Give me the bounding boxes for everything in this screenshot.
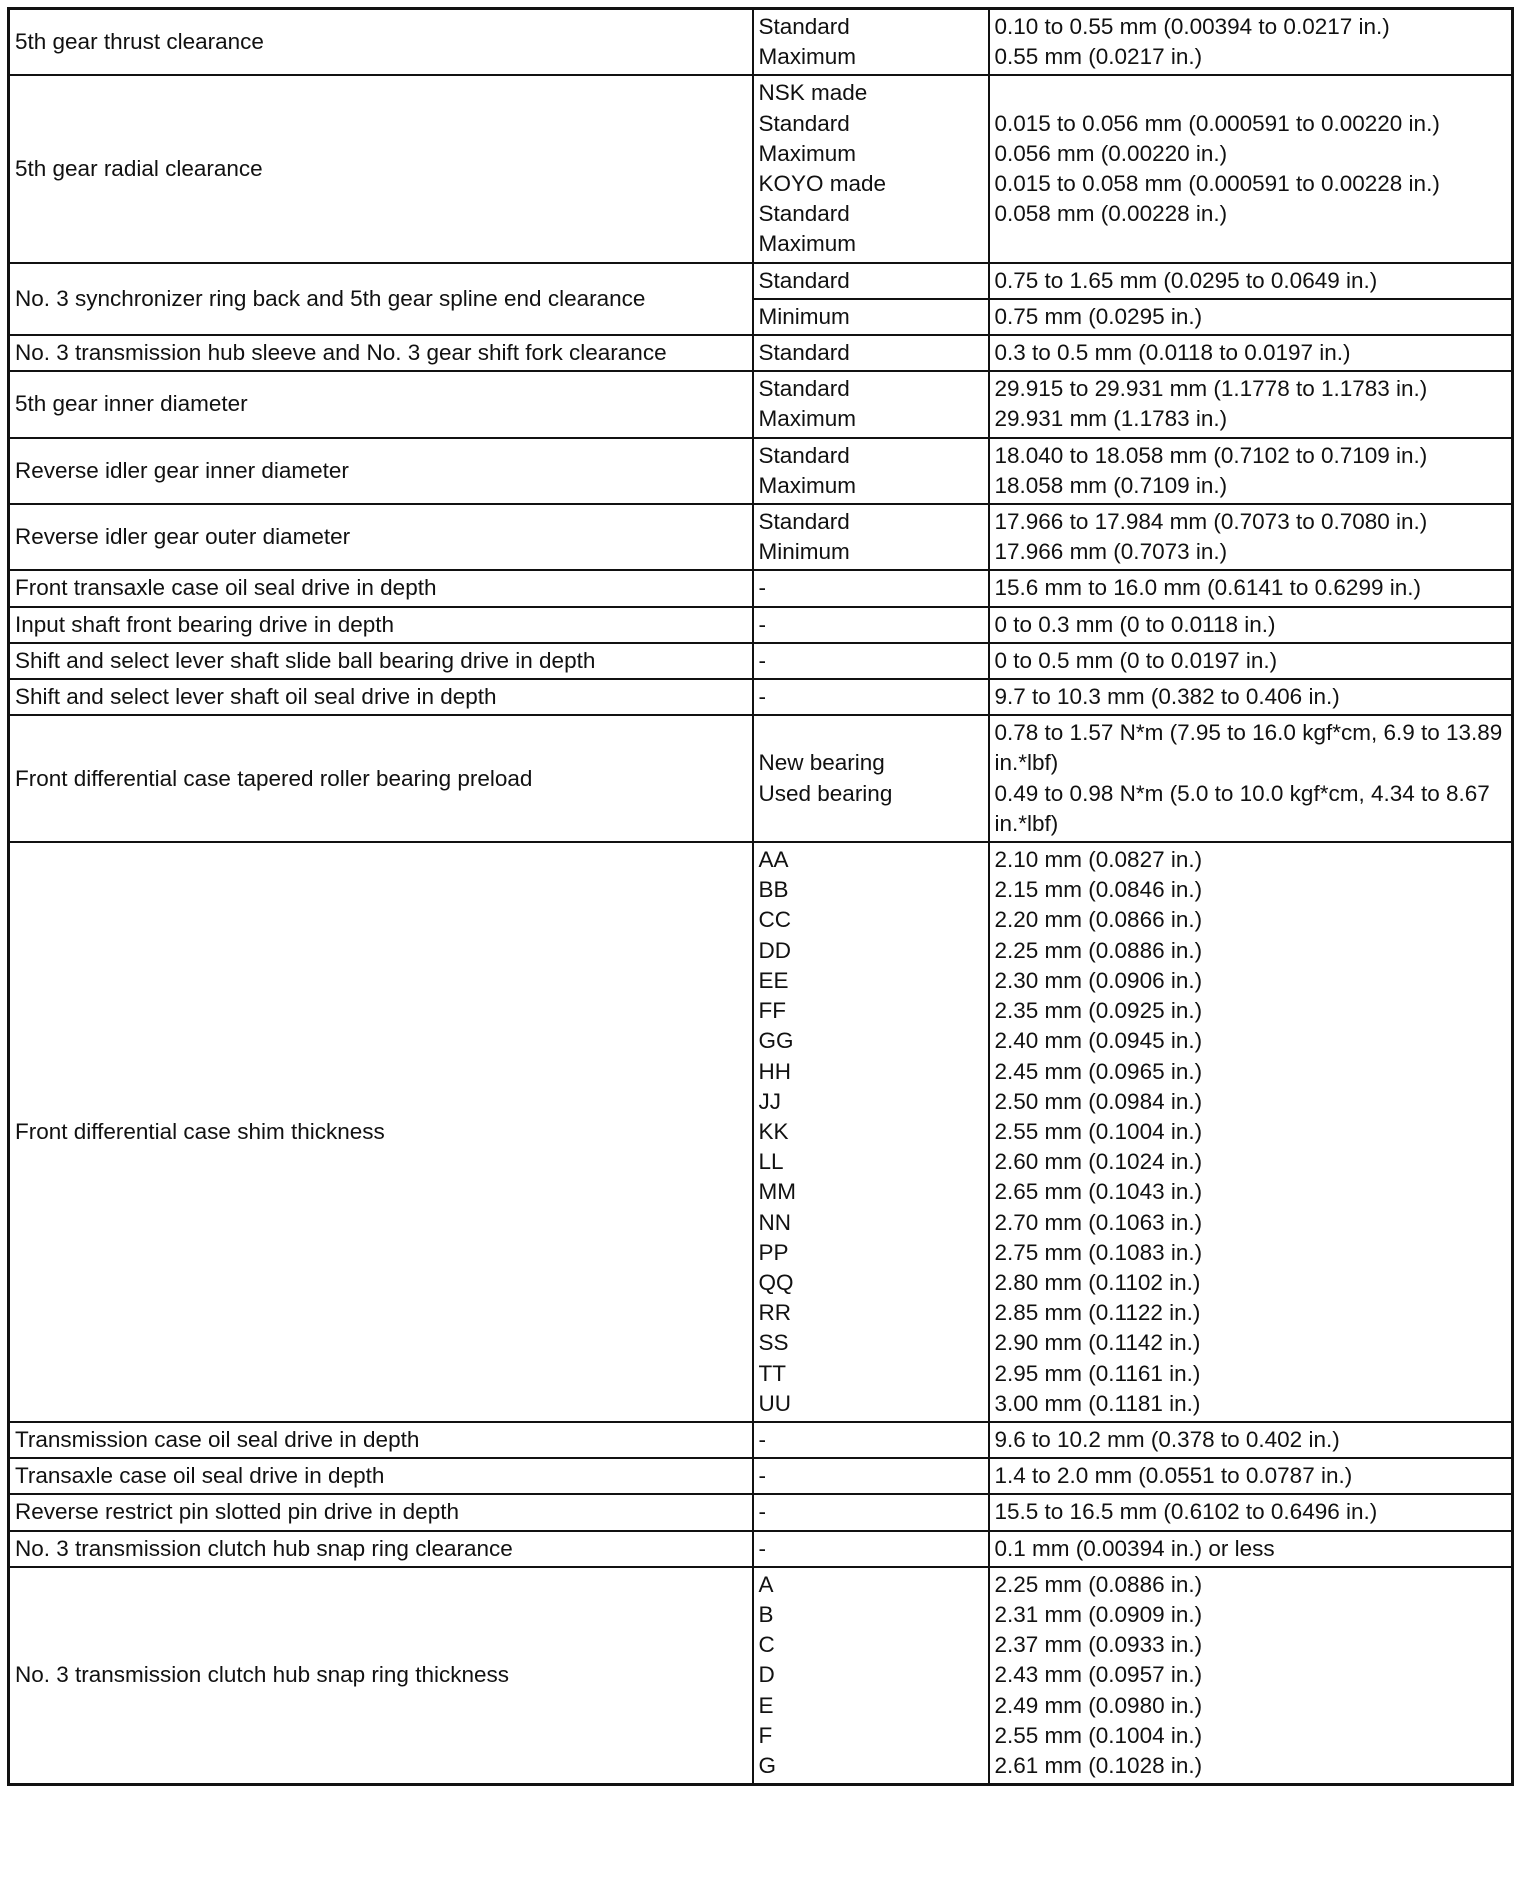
spec-line: 2.37 mm (0.0933 in.) bbox=[994, 1632, 1203, 1658]
table-row bbox=[9, 643, 1513, 679]
spec-line: 0.056 mm (0.00220 in.) bbox=[994, 140, 1228, 166]
table-row bbox=[9, 1531, 1513, 1567]
spec-line: 2.75 mm (0.1083 in.) bbox=[994, 1239, 1203, 1265]
item-cell: No. 3 transmission clutch hub snap ring thickness bbox=[9, 1567, 753, 1785]
spec-line: 0.78 to 1.57 N*m (7.95 to 16.0 kgf*cm, 6.9 to 13.89 in.*lbf) bbox=[994, 720, 1503, 776]
spec-line: 0.55 mm (0.0217 in.) bbox=[994, 44, 1203, 70]
spec-cell: 9.7 to 10.3 mm (0.382 to 0.406 in.) bbox=[989, 679, 1513, 715]
condition-cell bbox=[753, 371, 989, 437]
spec-line: 2.50 mm (0.0984 in.) bbox=[994, 1088, 1203, 1114]
item-cell: Reverse restrict pin slotted pin drive in depth bbox=[9, 1494, 753, 1530]
spec-cell: 9.6 to 10.2 mm (0.378 to 0.402 in.) bbox=[989, 1422, 1513, 1458]
spec-cell bbox=[989, 504, 1513, 570]
condition-line: Used bearing bbox=[758, 780, 893, 806]
spec-line: 2.55 mm (0.1004 in.) bbox=[994, 1722, 1203, 1748]
item-cell: Input shaft front bearing drive in depth bbox=[9, 607, 753, 643]
spec-line: 2.80 mm (0.1102 in.) bbox=[994, 1269, 1201, 1295]
condition-line: Maximum bbox=[758, 406, 857, 432]
spec-cell bbox=[989, 715, 1513, 842]
condition-cell: Minimum bbox=[753, 299, 989, 335]
spec-line: 29.931 mm (1.1783 in.) bbox=[994, 406, 1228, 432]
spec-cell: 0.1 mm (0.00394 in.) or less bbox=[989, 1531, 1513, 1567]
spec-line: 2.95 mm (0.1161 in.) bbox=[994, 1360, 1201, 1386]
table-row bbox=[9, 9, 1513, 76]
spec-line: 2.10 mm (0.0827 in.) bbox=[994, 847, 1203, 873]
item-cell: 5th gear thrust clearance bbox=[9, 9, 753, 76]
condition-cell bbox=[753, 75, 989, 262]
spec-cell bbox=[989, 9, 1513, 76]
spec-cell bbox=[989, 438, 1513, 504]
spec-cell: 0 to 0.5 mm (0 to 0.0197 in.) bbox=[989, 643, 1513, 679]
condition-line: Maximum bbox=[758, 231, 857, 257]
item-cell: No. 3 synchronizer ring back and 5th gear spline end clearance bbox=[9, 263, 753, 335]
condition-line: LL bbox=[758, 1149, 784, 1175]
table-row bbox=[9, 1458, 1513, 1494]
table-row bbox=[9, 371, 1513, 437]
condition-cell bbox=[753, 1567, 989, 1785]
condition-line: A bbox=[758, 1571, 774, 1597]
spec-cell: 0 to 0.3 mm (0 to 0.0118 in.) bbox=[989, 607, 1513, 643]
condition-cell: - bbox=[753, 1531, 989, 1567]
condition-line: GG bbox=[758, 1028, 794, 1054]
condition-line: Standard bbox=[758, 376, 850, 402]
spec-line: 2.70 mm (0.1063 in.) bbox=[994, 1209, 1203, 1235]
spec-cell bbox=[989, 371, 1513, 437]
condition-line: KOYO made bbox=[758, 171, 887, 197]
condition-line: Standard bbox=[758, 509, 850, 535]
specification-table bbox=[7, 7, 1514, 1786]
condition-line: Maximum bbox=[758, 472, 857, 498]
spec-line: 2.55 mm (0.1004 in.) bbox=[994, 1118, 1203, 1144]
item-cell: Reverse idler gear outer diameter bbox=[9, 504, 753, 570]
spec-cell: 0.75 to 1.65 mm (0.0295 to 0.0649 in.) bbox=[989, 263, 1513, 299]
condition-line: Minimum bbox=[758, 539, 850, 565]
condition-line: TT bbox=[758, 1360, 786, 1386]
item-cell: Shift and select lever shaft oil seal drive in depth bbox=[9, 679, 753, 715]
item-cell: 5th gear inner diameter bbox=[9, 371, 753, 437]
table-row bbox=[9, 1567, 1513, 1785]
table-row bbox=[9, 335, 1513, 371]
condition-line: Maximum bbox=[758, 140, 857, 166]
condition-cell bbox=[753, 715, 989, 842]
condition-cell: - bbox=[753, 1422, 989, 1458]
condition-cell: - bbox=[753, 643, 989, 679]
condition-line: JJ bbox=[758, 1088, 781, 1114]
condition-line: Standard bbox=[758, 442, 850, 468]
condition-line: FF bbox=[758, 998, 786, 1024]
spec-cell bbox=[989, 842, 1513, 1422]
item-cell: Reverse idler gear inner diameter bbox=[9, 438, 753, 504]
condition-line: F bbox=[758, 1722, 773, 1748]
condition-cell bbox=[753, 842, 989, 1422]
spec-line: 18.058 mm (0.7109 in.) bbox=[994, 472, 1228, 498]
condition-cell: - bbox=[753, 570, 989, 606]
spec-line: 2.35 mm (0.0925 in.) bbox=[994, 998, 1203, 1024]
condition-cell bbox=[753, 504, 989, 570]
spec-line: 17.966 to 17.984 mm (0.7073 to 0.7080 in.) bbox=[994, 509, 1428, 535]
table-row bbox=[9, 842, 1513, 1422]
spec-line: 2.20 mm (0.0866 in.) bbox=[994, 907, 1203, 933]
condition-cell: - bbox=[753, 1494, 989, 1530]
condition-line: PP bbox=[758, 1239, 789, 1265]
condition-line: New bearing bbox=[758, 750, 885, 776]
condition-line: EE bbox=[758, 967, 789, 993]
table-row bbox=[9, 607, 1513, 643]
item-cell: Transaxle case oil seal drive in depth bbox=[9, 1458, 753, 1494]
condition-cell bbox=[753, 9, 989, 76]
condition-cell bbox=[753, 438, 989, 504]
condition-cell: Standard bbox=[753, 335, 989, 371]
condition-line: BB bbox=[758, 877, 789, 903]
item-cell: No. 3 transmission clutch hub snap ring clearance bbox=[9, 1531, 753, 1567]
condition-line: NN bbox=[758, 1209, 791, 1235]
spec-line: 2.65 mm (0.1043 in.) bbox=[994, 1179, 1203, 1205]
spec-line: 2.90 mm (0.1142 in.) bbox=[994, 1330, 1201, 1356]
spec-line: 2.25 mm (0.0886 in.) bbox=[994, 937, 1203, 963]
condition-line: AA bbox=[758, 847, 789, 873]
table-row bbox=[9, 679, 1513, 715]
condition-line: Maximum bbox=[758, 44, 857, 70]
spec-cell: 1.4 to 2.0 mm (0.0551 to 0.0787 in.) bbox=[989, 1458, 1513, 1494]
spec-line: 2.85 mm (0.1122 in.) bbox=[994, 1300, 1201, 1326]
table-row bbox=[9, 1422, 1513, 1458]
item-cell: 5th gear radial clearance bbox=[9, 75, 753, 262]
condition-line: SS bbox=[758, 1330, 789, 1356]
item-cell: Front transaxle case oil seal drive in depth bbox=[9, 570, 753, 606]
spec-line: 18.040 to 18.058 mm (0.7102 to 0.7109 in.) bbox=[994, 442, 1428, 468]
spec-line: 3.00 mm (0.1181 in.) bbox=[994, 1390, 1201, 1416]
condition-line: D bbox=[758, 1662, 775, 1688]
condition-line: Standard bbox=[758, 110, 850, 136]
item-cell: Transmission case oil seal drive in depth bbox=[9, 1422, 753, 1458]
spec-cell bbox=[989, 75, 1513, 262]
table-row bbox=[9, 715, 1513, 842]
condition-cell: - bbox=[753, 607, 989, 643]
spec-cell: 15.5 to 16.5 mm (0.6102 to 0.6496 in.) bbox=[989, 1494, 1513, 1530]
condition-line: KK bbox=[758, 1118, 789, 1144]
spec-cell: 0.3 to 0.5 mm (0.0118 to 0.0197 in.) bbox=[989, 335, 1513, 371]
condition-line: HH bbox=[758, 1058, 791, 1084]
table-row bbox=[9, 438, 1513, 504]
condition-line: DD bbox=[758, 937, 791, 963]
spec-line: 0.49 to 0.98 N*m (5.0 to 10.0 kgf*cm, 4.34 to 8.67 in.*lbf) bbox=[994, 780, 1490, 836]
spec-line: 2.60 mm (0.1024 in.) bbox=[994, 1149, 1203, 1175]
spec-line: 2.25 mm (0.0886 in.) bbox=[994, 1571, 1203, 1597]
condition-line: Standard bbox=[758, 201, 850, 227]
condition-line: NSK made bbox=[758, 80, 868, 106]
item-cell: No. 3 transmission hub sleeve and No. 3 gear shift fork clearance bbox=[9, 335, 753, 371]
table-row bbox=[9, 504, 1513, 570]
item-cell: Front differential case tapered roller bearing preload bbox=[9, 715, 753, 842]
table-row bbox=[9, 570, 1513, 606]
spec-line: 2.43 mm (0.0957 in.) bbox=[994, 1662, 1203, 1688]
spec-line: 0.015 to 0.056 mm (0.000591 to 0.00220 in.) bbox=[994, 110, 1440, 136]
spec-line: 2.15 mm (0.0846 in.) bbox=[994, 877, 1203, 903]
condition-line: UU bbox=[758, 1390, 791, 1416]
condition-line: CC bbox=[758, 907, 791, 933]
spec-line: 0.015 to 0.058 mm (0.000591 to 0.00228 in.) bbox=[994, 171, 1440, 197]
condition-line: B bbox=[758, 1601, 774, 1627]
spec-line: 0.10 to 0.55 mm (0.00394 to 0.0217 in.) bbox=[994, 14, 1390, 39]
condition-line: QQ bbox=[758, 1269, 794, 1295]
item-cell: Front differential case shim thickness bbox=[9, 842, 753, 1422]
spec-line: 2.40 mm (0.0945 in.) bbox=[994, 1028, 1203, 1054]
spec-line: 2.31 mm (0.0909 in.) bbox=[994, 1601, 1203, 1627]
spec-cell: 0.75 mm (0.0295 in.) bbox=[989, 299, 1513, 335]
condition-line: G bbox=[758, 1752, 777, 1778]
condition-cell: - bbox=[753, 1458, 989, 1494]
spec-line: 29.915 to 29.931 mm (1.1778 to 1.1783 in.) bbox=[994, 376, 1428, 402]
condition-line: E bbox=[758, 1692, 774, 1718]
spec-cell bbox=[989, 1567, 1513, 1785]
spec-cell: 15.6 mm to 16.0 mm (0.6141 to 0.6299 in.) bbox=[989, 570, 1513, 606]
spec-line: 2.45 mm (0.0965 in.) bbox=[994, 1058, 1203, 1084]
condition-line: Standard bbox=[758, 14, 850, 39]
condition-line: RR bbox=[758, 1300, 791, 1326]
item-cell: Shift and select lever shaft slide ball bearing drive in depth bbox=[9, 643, 753, 679]
condition-line: MM bbox=[758, 1179, 796, 1205]
condition-cell: - bbox=[753, 679, 989, 715]
table-row bbox=[9, 263, 1513, 299]
table-row bbox=[9, 1494, 1513, 1530]
spec-line: 0.058 mm (0.00228 in.) bbox=[994, 201, 1228, 227]
condition-cell: Standard bbox=[753, 263, 989, 299]
condition-line: C bbox=[758, 1632, 775, 1658]
spec-line: 17.966 mm (0.7073 in.) bbox=[994, 539, 1228, 565]
spec-line: 2.30 mm (0.0906 in.) bbox=[994, 967, 1203, 993]
spec-line: 2.61 mm (0.1028 in.) bbox=[994, 1752, 1203, 1778]
table-row bbox=[9, 75, 1513, 262]
spec-line: 2.49 mm (0.0980 in.) bbox=[994, 1692, 1203, 1718]
